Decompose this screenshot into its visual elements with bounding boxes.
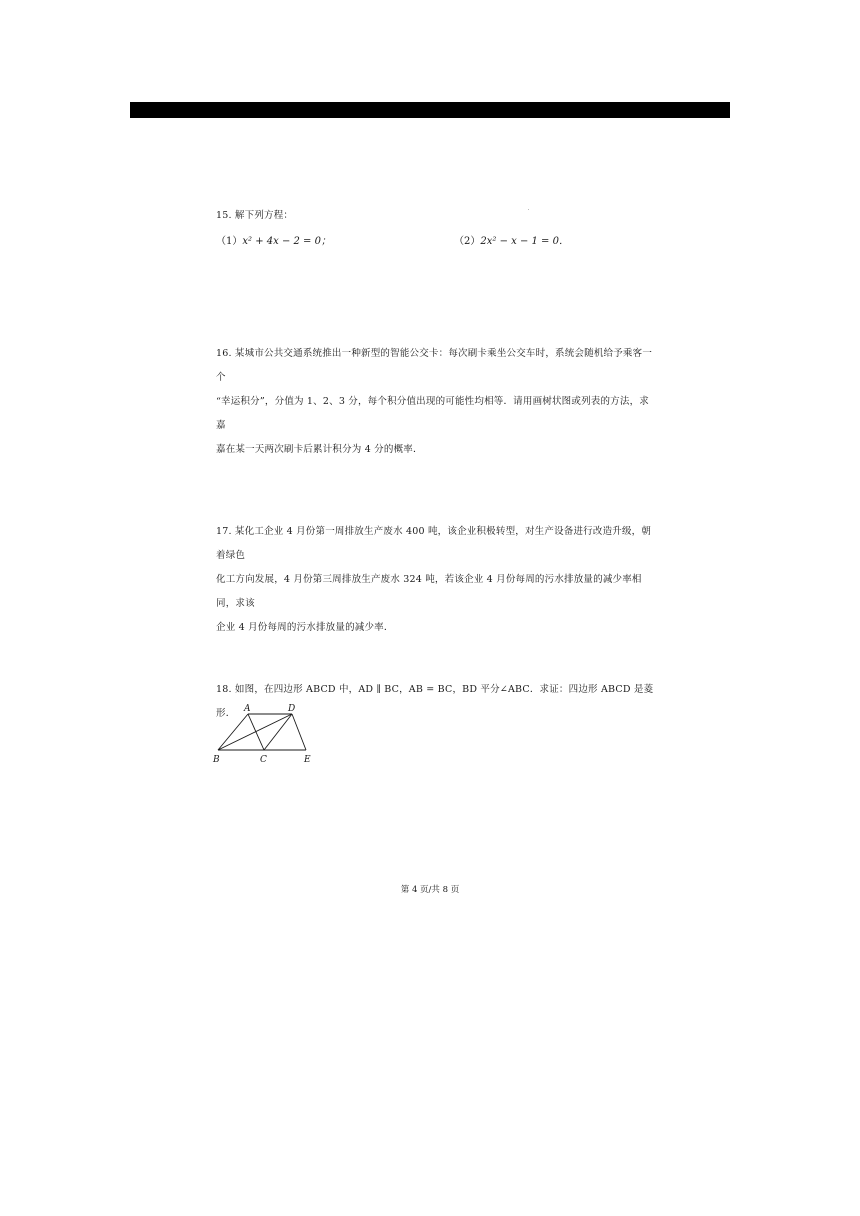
segment-bd [218, 714, 292, 750]
page-footer: 第 4 页/共 8 页 [400, 885, 460, 895]
question-17-line-2: 化工方向发展，4 月份第三周排放生产废水 324 吨，若该企业 4 月份每周的污水排放量的减少率相同，求该 [216, 574, 642, 609]
label-b: B [213, 755, 220, 765]
equation-1 [216, 232, 331, 252]
question-18-line-1: 18. 如图，在四边形 ABCD 中，AD ∥ BC，AB = BC，BD 平分∠ABC．求证：四边形 ABCD 是菱形． [216, 684, 654, 719]
label-d: D [288, 704, 296, 714]
question-16-line-3: 嘉在某一天两次刷卡后累计积分为 4 分的概率． [216, 444, 423, 455]
question-17 [216, 520, 656, 640]
quadrilateral-figure [208, 700, 328, 768]
question-15 [216, 204, 656, 228]
equation-2-label: （2） [454, 236, 481, 247]
segment-ab [218, 714, 248, 750]
question-15-title: 15. 解下列方程： [216, 210, 294, 221]
question-16-line-2: “幸运积分”，分值为 1、2、3 分，每个积分值出现的可能性均相等．请用画树状图或列表的方法，求嘉 [216, 396, 649, 431]
segment-ac [248, 714, 264, 750]
question-16-line-1: 16. 某城市公共交通系统推出一种新型的智能公交卡：每次刷卡乘坐公交车时，系统会随机给予乘客一个 [216, 348, 653, 383]
figure-lines [218, 714, 306, 750]
question-17-line-3: 企业 4 月份每周的污水排放量的减少率． [216, 622, 394, 633]
label-c: C [260, 755, 267, 765]
question-17-line-1: 17. 某化工企业 4 月份第一周排放生产废水 400 吨，该企业积极转型，对生产设备进行改造升级，朝着绿色 [216, 526, 652, 561]
top-black-bar [130, 102, 730, 118]
equation-1-text: x² + 4x − 2 = 0； [242, 236, 331, 247]
question-16 [216, 342, 656, 462]
segment-dc [264, 714, 292, 750]
equation-2 [454, 232, 569, 252]
equation-2-text: 2x² − x − 1 = 0． [480, 236, 569, 247]
segment-de [292, 714, 306, 750]
label-e: E [304, 755, 311, 765]
label-a: A [244, 704, 251, 714]
equation-1-label: （1） [216, 236, 243, 247]
